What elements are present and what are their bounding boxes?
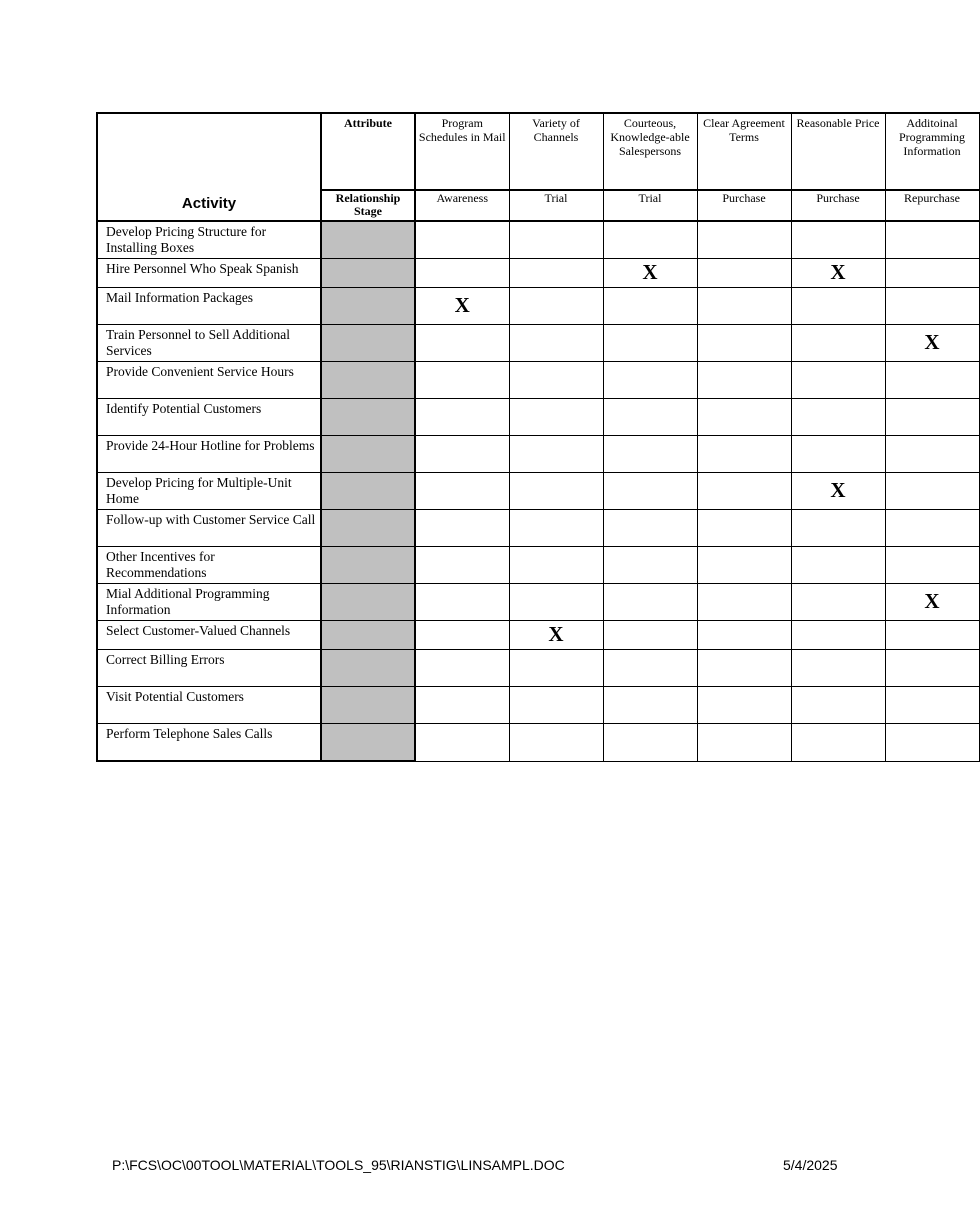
matrix-cell <box>509 547 603 584</box>
matrix-cell <box>885 650 979 687</box>
matrix-cell <box>791 584 885 621</box>
table-row <box>97 473 979 510</box>
table-row <box>97 362 979 399</box>
stage-shaded-cell <box>321 436 415 473</box>
matrix-cell <box>791 650 885 687</box>
matrix-cell <box>603 510 697 547</box>
matrix-cell <box>791 473 885 510</box>
matrix-cell <box>415 221 509 259</box>
matrix-cell <box>791 259 885 288</box>
attribute-header: Clear Agreement Terms <box>697 113 791 190</box>
attribute-header: Courteous, Knowledge-able Salespersons <box>603 113 697 190</box>
table-row <box>97 584 979 621</box>
stage-label: Trial <box>603 190 697 221</box>
matrix-cell <box>603 687 697 724</box>
matrix-cell <box>697 259 791 288</box>
matrix-cell <box>509 362 603 399</box>
stage-shaded-cell <box>321 473 415 510</box>
matrix-cell <box>885 436 979 473</box>
matrix-cell <box>885 510 979 547</box>
stage-shaded-cell <box>321 399 415 436</box>
matrix-cell <box>509 650 603 687</box>
stage-shaded-cell <box>321 584 415 621</box>
activity-label: Mial Additional Programming Information <box>97 584 321 621</box>
activity-column-header <box>97 113 321 221</box>
stage-shaded-cell <box>321 724 415 762</box>
matrix-cell <box>603 221 697 259</box>
mark-x: X <box>642 260 658 284</box>
matrix-cell <box>791 221 885 259</box>
matrix-cell <box>603 259 697 288</box>
activity-label: Hire Personnel Who Speak Spanish <box>97 259 321 288</box>
matrix-cell <box>697 325 791 362</box>
matrix-cell <box>415 473 509 510</box>
activity-header-label: Activity <box>181 195 237 212</box>
matrix-cell <box>697 399 791 436</box>
activity-label: Visit Potential Customers <box>97 687 321 724</box>
table-row <box>97 436 979 473</box>
matrix-cell <box>415 436 509 473</box>
table-row <box>97 547 979 584</box>
matrix-cell <box>509 288 603 325</box>
stage-shaded-cell <box>321 325 415 362</box>
matrix-cell <box>603 399 697 436</box>
matrix-cell <box>603 547 697 584</box>
matrix-cell <box>885 621 979 650</box>
mark-x: X <box>924 330 940 354</box>
table-row <box>97 687 979 724</box>
matrix-cell <box>509 584 603 621</box>
matrix-cell <box>603 325 697 362</box>
table-row <box>97 650 979 687</box>
activity-label: Select Customer-Valued Channels <box>97 621 321 650</box>
activity-label: Develop Pricing for Multiple-Unit Home <box>97 473 321 510</box>
matrix-cell <box>509 687 603 724</box>
stage-shaded-cell <box>321 288 415 325</box>
matrix-cell <box>791 724 885 762</box>
matrix-cell <box>885 362 979 399</box>
matrix-cell <box>885 547 979 584</box>
matrix-cell <box>697 724 791 762</box>
matrix-cell <box>697 547 791 584</box>
matrix-cell <box>697 288 791 325</box>
table-row <box>97 510 979 547</box>
matrix-cell <box>885 325 979 362</box>
stage-shaded-cell <box>321 547 415 584</box>
matrix-cell <box>415 650 509 687</box>
matrix-cell <box>603 362 697 399</box>
matrix-cell <box>415 584 509 621</box>
activity-label: Mail Information Packages <box>97 288 321 325</box>
footer-file-path: P:\FCS\OC\00TOOL\MATERIAL\TOOLS_95\RIANSTIG\LINSAMPL.DOC <box>112 1157 565 1173</box>
matrix-cell <box>509 399 603 436</box>
attribute-header: Additoinal Programming Information <box>885 113 979 190</box>
matrix-cell <box>415 399 509 436</box>
table-row <box>97 259 979 288</box>
matrix-cell <box>697 621 791 650</box>
stage-label: Purchase <box>697 190 791 221</box>
footer-date: 5/4/2025 <box>783 1157 838 1173</box>
matrix-cell <box>603 473 697 510</box>
matrix-cell <box>791 436 885 473</box>
matrix-cell <box>415 259 509 288</box>
matrix-cell <box>885 259 979 288</box>
table-row <box>97 724 979 762</box>
mark-x: X <box>830 478 846 502</box>
matrix-cell <box>791 399 885 436</box>
mark-x: X <box>454 293 470 317</box>
matrix-cell <box>885 221 979 259</box>
activity-label: Perform Telephone Sales Calls <box>97 724 321 762</box>
activity-label: Provide Convenient Service Hours <box>97 362 321 399</box>
matrix-cell <box>415 547 509 584</box>
activity-label: Other Incentives for Recommendations <box>97 547 321 584</box>
stage-shaded-cell <box>321 221 415 259</box>
table-row <box>97 399 979 436</box>
table-row <box>97 621 979 650</box>
matrix-cell <box>603 288 697 325</box>
matrix-cell <box>697 221 791 259</box>
matrix-cell <box>791 510 885 547</box>
activity-label: Correct Billing Errors <box>97 650 321 687</box>
attribute-header: Reasonable Price <box>791 113 885 190</box>
activity-label: Provide 24-Hour Hotline for Problems <box>97 436 321 473</box>
stage-shaded-cell <box>321 510 415 547</box>
matrix-cell <box>885 687 979 724</box>
matrix-cell <box>509 259 603 288</box>
matrix-cell <box>603 650 697 687</box>
matrix-cell <box>415 362 509 399</box>
matrix-cell <box>415 724 509 762</box>
matrix-cell <box>415 288 509 325</box>
matrix-cell <box>791 621 885 650</box>
table-row <box>97 325 979 362</box>
matrix-cell <box>509 436 603 473</box>
stage-label: Trial <box>509 190 603 221</box>
matrix-cell <box>697 473 791 510</box>
matrix-cell <box>509 724 603 762</box>
matrix-cell <box>697 584 791 621</box>
matrix-cell <box>885 584 979 621</box>
table-row <box>97 221 979 259</box>
mark-x: X <box>924 589 940 613</box>
stage-label: Awareness <box>415 190 509 221</box>
matrix-cell <box>415 510 509 547</box>
matrix-cell <box>885 473 979 510</box>
matrix-cell <box>885 724 979 762</box>
matrix-cell <box>415 621 509 650</box>
matrix-cell <box>509 510 603 547</box>
matrix-cell <box>697 687 791 724</box>
matrix-cell <box>697 436 791 473</box>
matrix-cell <box>791 362 885 399</box>
activity-label: Train Personnel to Sell Additional Services <box>97 325 321 362</box>
activity-label: Identify Potential Customers <box>97 399 321 436</box>
stage-shaded-cell <box>321 259 415 288</box>
matrix-cell <box>415 325 509 362</box>
mark-x: X <box>548 622 564 646</box>
matrix-cell <box>415 687 509 724</box>
matrix-cell <box>697 510 791 547</box>
stage-shaded-cell <box>321 362 415 399</box>
stage-shaded-cell <box>321 621 415 650</box>
matrix-cell <box>509 621 603 650</box>
stage-label: Purchase <box>791 190 885 221</box>
attribute-header: Program Schedules in Mail <box>415 113 509 190</box>
matrix-cell <box>885 288 979 325</box>
matrix-cell <box>791 547 885 584</box>
attribute-label-header: Attribute <box>321 113 415 190</box>
matrix-cell <box>791 325 885 362</box>
table-row <box>97 288 979 325</box>
matrix-cell <box>603 621 697 650</box>
stage-label: Repurchase <box>885 190 979 221</box>
matrix-cell <box>885 399 979 436</box>
matrix-cell <box>603 724 697 762</box>
attribute-header-row <box>97 113 979 190</box>
matrix-cell <box>791 288 885 325</box>
matrix-cell <box>697 650 791 687</box>
stage-shaded-cell <box>321 687 415 724</box>
matrix-cell <box>603 436 697 473</box>
matrix-cell <box>509 325 603 362</box>
activity-attribute-matrix <box>96 112 980 762</box>
relationship-stage-header: Relationship Stage <box>321 190 415 221</box>
matrix-cell <box>603 584 697 621</box>
matrix-cell <box>509 473 603 510</box>
attribute-header: Variety of Channels <box>509 113 603 190</box>
matrix-cell <box>509 221 603 259</box>
activity-label: Follow-up with Customer Service Call <box>97 510 321 547</box>
stage-shaded-cell <box>321 650 415 687</box>
mark-x: X <box>830 260 846 284</box>
matrix-cell <box>697 362 791 399</box>
activity-label: Develop Pricing Structure for Installing Boxes <box>97 221 321 259</box>
matrix-cell <box>791 687 885 724</box>
